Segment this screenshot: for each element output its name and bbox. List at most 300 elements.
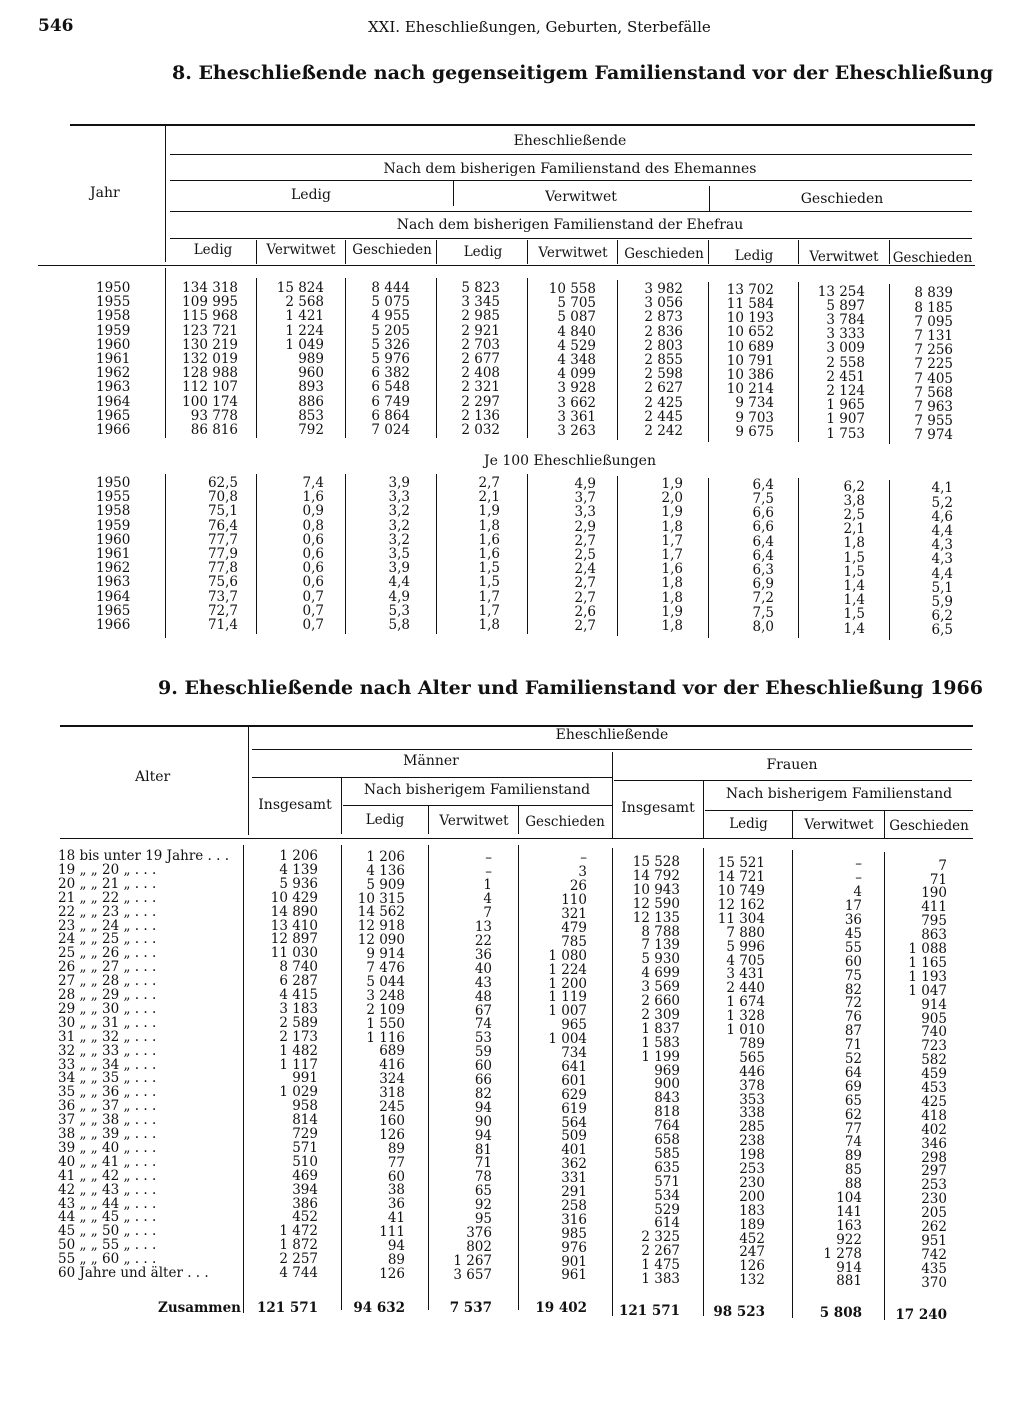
table8-cell: 2,7 [574,618,596,634]
table9-col-header: Ledig [729,816,768,832]
table9-cell: 67 [474,1002,492,1019]
table9-cell: 71 [929,871,947,888]
table8-cell: 4,6 [931,508,953,525]
table9-cell: 5 936 [279,875,318,892]
table8-cell: 6 749 [371,393,410,410]
table8-cell: 1,7 [661,547,683,563]
table9-age-label: 32 „ „ 33 „ . . . [58,1042,157,1059]
table8-cell: 5 823 [461,280,500,296]
table9-cell: 1 117 [279,1056,318,1073]
table8-cell: 2 451 [826,368,865,385]
table8-cell: 2,4 [574,561,596,578]
table8-group-ledig: Ledig [291,187,331,203]
table9-cell: 36 [844,912,862,928]
table9-cell: 8 788 [641,923,680,940]
table9-cell: 571 [654,1173,680,1190]
table8-col-header: Verwitwet [809,249,879,265]
table8-cell: 5,3 [388,602,410,619]
table9-cell: 258 [561,1197,587,1214]
table9-cell: 12 897 [270,931,318,948]
table8-cell: 2 803 [644,337,683,354]
table9-cell: 163 [836,1217,862,1234]
table8-cell: 6,5 [931,622,953,639]
table9-cell: 253 [921,1177,947,1194]
table9-cell: 88 [844,1176,862,1193]
table8-cell: 3,2 [388,517,410,534]
table9-cell: 814 [292,1112,318,1129]
table9-cell: 6 287 [279,973,318,990]
table8-cell: 7 095 [914,313,953,330]
table8-cell: 4,3 [931,551,953,568]
table9-cell: 740 [921,1024,947,1041]
table9-age-label: 43 „ „ 44 „ . . . [58,1195,157,1212]
table9-cell: 15 521 [717,855,765,872]
table9-cell: 789 [739,1035,765,1052]
table8-cell: 6,4 [752,476,774,493]
table9-age-label: 20 „ „ 21 „ . . . [58,875,157,892]
table9-cell: 10 943 [632,881,680,898]
table9-cell: 78 [474,1169,492,1186]
table9-cell: 5 930 [641,951,680,968]
table8-group-verwitwet: Verwitwet [545,189,617,205]
table9-cell: 452 [739,1230,765,1247]
table9-cell: 1 [483,877,492,894]
table8-cell: 6,6 [752,505,774,522]
table9-cell: 3 569 [641,979,680,996]
table9-men-status-header: Nach bisherigem Familienstand [363,782,591,798]
table8-cell: 4 099 [557,366,596,383]
table9-cell: 571 [292,1139,318,1156]
table9-cell: 1 583 [641,1034,680,1051]
table8-cell: 5 075 [371,294,410,311]
table9-cell: 446 [739,1063,765,1080]
table9-cell: 1 383 [641,1271,680,1287]
table9-cell: 245 [379,1099,405,1115]
table8-year: 1963 [96,574,131,591]
table8-cell: 2 445 [644,408,683,425]
table9-cell: 1 088 [908,941,947,957]
table9-cell: 7 880 [726,924,765,941]
table9-cell: 411 [921,899,947,916]
table9-cell: 69 [844,1078,862,1095]
table9-cell: 2 589 [279,1014,318,1031]
table8-cell: 8,0 [752,618,774,635]
table9-cell: 1 200 [548,975,587,992]
table9-cell: 378 [739,1077,765,1094]
table9-title: 9. Eheschließende nach Alter und Familienstand vor der Eheschließung 1966 [158,677,983,699]
table9-age-label: 18 bis unter 19 Jahre . . . [58,848,230,864]
table8-cell: 7 225 [914,356,953,373]
table9-cell: 14 721 [717,869,765,886]
table9-cell: 764 [654,1118,680,1135]
table8-cell: 3 009 [826,340,865,357]
table9-cell: 8 740 [279,959,318,976]
table8-cell: 4,3 [931,537,953,554]
table8-cell: 5,9 [931,594,953,610]
table9-cell: 14 792 [632,867,680,884]
table9-cell: 641 [561,1058,587,1075]
table8-cell: 3 662 [557,394,596,411]
table9-cell: 94 [474,1099,492,1116]
table8-cell: 1,9 [661,603,683,620]
table8-cell: 8 839 [914,285,953,302]
table9-cell: 5 909 [366,876,405,893]
table9-cell: 922 [836,1231,862,1248]
table9-total-cell: 94 632 [353,1300,405,1316]
table9-cell: 13 410 [270,917,318,934]
table8-cell: 112 107 [182,379,238,396]
table8-cell: 1,9 [661,476,683,492]
table8-cell: 2 124 [826,383,865,399]
table8-cell: 10 193 [726,310,774,327]
table9-cell: 338 [739,1105,765,1122]
table9-cell: 785 [561,933,587,950]
table8-cell: 15 824 [276,280,324,296]
table9-cell: 7 139 [641,937,680,954]
table9-cell: 238 [739,1133,765,1150]
table8-cell: 2 836 [644,323,683,340]
table9-cell: 14 890 [270,903,318,920]
table8-cell: 1,8 [843,535,865,552]
table9-cell: 5 996 [726,938,765,955]
table8-cell: 7 256 [914,342,953,359]
table8-cell: 9 703 [735,409,774,426]
table9-cell: 4 705 [726,952,765,969]
table8-year: 1950 [96,475,131,491]
table9-cell: 76 [844,1009,862,1026]
table9-cell: 183 [739,1202,765,1219]
table8-col-header: Ledig [734,248,774,264]
table9-cell: 346 [921,1135,947,1152]
table8-cell: 3,9 [388,560,410,577]
table9-cell: 15 528 [632,854,680,870]
table9-cell: 10 749 [717,883,765,899]
table8-cell: 3,5 [388,546,410,562]
table8-cell: 2,7 [574,589,596,606]
table9-cell: 11 304 [717,910,765,927]
table9-cell: 72 [844,995,862,1012]
table9-cell: 4 [853,884,862,901]
table8-cell: 989 [298,351,324,367]
table9-cell: 126 [379,1265,405,1282]
table8-cell: 1,7 [478,602,500,619]
table9-cell: 881 [836,1273,862,1290]
table8-cell: 3,2 [388,503,410,520]
table9-cell: 1 007 [548,1003,587,1020]
table8-cell: 2 703 [461,336,500,353]
table9-cell: 38 [387,1182,405,1199]
table9-cell: 3 657 [453,1266,492,1283]
table8-cell: 0,7 [302,588,324,605]
table8-cell: 8 185 [914,299,953,316]
table9-cell: 4 699 [641,965,680,982]
table8-cell: 0,6 [302,531,324,548]
table9-cell: 291 [561,1184,587,1200]
table8-cell: 5 205 [371,322,410,339]
table8-cell: 4,9 [388,588,410,605]
table8-cell: 2,1 [843,521,865,538]
table9-age-label: 33 „ „ 34 „ . . . [58,1056,157,1073]
table9-cell: 321 [561,906,587,922]
table8-cell: 5,8 [388,617,410,633]
table8-year: 1961 [96,351,131,367]
table9-cell: 1 116 [366,1029,405,1046]
table8-cell: 2,7 [574,575,596,592]
table8-cell: 1,5 [843,549,865,566]
table8-cell: 3,3 [388,489,410,506]
table8-cell: 2 297 [461,393,500,410]
table8-cell: 6,6 [752,519,774,536]
table9-cell: 110 [561,892,587,909]
table9-cell: 74 [844,1134,862,1151]
table8-cell: 6,2 [931,608,953,625]
table8-cell: 3,7 [574,490,596,507]
table9-cell: 459 [921,1066,947,1083]
table9-cell: 126 [739,1258,765,1275]
table9-cell: 324 [379,1071,405,1088]
table8-cell: 13 254 [817,283,865,300]
table9-cell: 66 [474,1072,492,1088]
table8-col-header: Ledig [463,244,503,260]
table9-cell: 205 [921,1205,947,1222]
table9-cell: 71 [844,1037,862,1054]
table8-cell: 6,9 [752,576,774,593]
table9-age-label: 41 „ „ 42 „ . . . [58,1167,157,1184]
table9-cell: 2 257 [279,1251,318,1268]
table9-col-header: Geschieden [889,818,969,834]
table8-cell: 4 840 [557,323,596,340]
table8-cell: 792 [298,422,324,438]
table9-cell: 723 [921,1038,947,1055]
table9-cell: 90 [474,1113,492,1130]
table9-cell: 36 [474,946,492,963]
table8-cell: 2 627 [644,380,683,397]
table9-cell: 905 [921,1010,947,1027]
table9-cell: 1 472 [279,1223,318,1240]
table8-cell: 6 382 [371,365,410,382]
table9-cell: 11 030 [270,945,318,962]
table9-cell: 1 278 [823,1245,862,1262]
table9-cell: 401 [561,1142,587,1159]
table8-cell: 115 968 [182,308,238,325]
table8-cell: 3 982 [644,281,683,297]
table9-cell: 126 [379,1126,405,1143]
table9-cell: 160 [379,1112,405,1129]
table9-age-label: 45 „ „ 50 „ . . . [58,1223,157,1240]
table8-cell: 1,5 [843,606,865,623]
table9-cell: 247 [739,1244,765,1261]
table8-year: 1964 [96,393,131,410]
table8-cell: 7 955 [914,413,953,430]
table8-cell: 1,8 [478,517,500,534]
table9-cell: 9 914 [366,946,405,963]
table8-cell: 4 955 [371,308,410,325]
table9-cell: 4 139 [279,861,318,878]
table9-women-total-header: Insgesamt [621,800,695,816]
table9-cell: 41 [387,1210,405,1227]
table8-cell: 1,6 [478,546,500,562]
table9-total-cell: 121 571 [256,1300,318,1316]
table8-cell: 4,1 [931,480,953,497]
table8-cell: 1,6 [661,561,683,578]
table9-age-label: 38 „ „ 39 „ . . . [58,1126,157,1142]
table8-cell: 2,7 [478,475,500,491]
table9-men-header: Männer [403,753,459,769]
table8-cell: 2 558 [826,354,865,371]
table9-age-label: 60 Jahre und älter . . . [58,1265,209,1281]
table8-cell: 5,2 [931,494,953,511]
table9-cell: 353 [739,1091,765,1108]
table8-cell: 72,7 [207,602,238,619]
table8-cell: 10 214 [726,381,774,398]
table8-cell: 6,4 [752,533,774,550]
table9-cell: – [855,870,862,887]
table8-cell: 100 174 [182,393,238,410]
table9-cell: 4 744 [279,1265,318,1281]
table9-age-label: 40 „ „ 41 „ . . . [58,1153,157,1170]
table8-cell: 2 677 [461,351,500,367]
table8-cell: 7,2 [752,590,774,607]
table9-cell: 5 044 [366,973,405,990]
table9-cell: 469 [292,1167,318,1184]
table9-cell: 262 [921,1219,947,1235]
table9-cell: 82 [474,1085,492,1102]
table9-cell: 362 [561,1156,587,1173]
table8-year: 1963 [96,379,131,396]
table9-cell: 253 [739,1161,765,1177]
table9-cell: 74 [474,1016,492,1033]
table8-header-top: Eheschließende [513,133,627,149]
table9-cell: 1 267 [453,1252,492,1269]
table9-cell: 77 [387,1154,405,1171]
table9-cell: 985 [561,1225,587,1242]
table9-cell: 582 [921,1052,947,1069]
table9-cell: 2 309 [641,1006,680,1023]
table8-cell: 1,8 [661,518,683,535]
table8-cell: 1 965 [826,397,865,414]
table8-cell: 86 816 [190,422,238,438]
table9-cell: 36 [387,1196,405,1213]
table8-cell: 2 568 [285,294,324,311]
table8-cell: 1 224 [285,322,324,339]
table8-cell: 4,4 [931,523,953,539]
table8-col-header: Verwitwet [538,245,608,261]
table9-cell: 14 562 [357,904,405,921]
table9-age-label: 29 „ „ 30 „ . . . [58,1000,157,1017]
table8-cell: 10 791 [726,352,774,369]
table9-cell: 958 [292,1098,318,1115]
running-title: XXI. Eheschließungen, Geburten, Sterbefälle [368,18,711,36]
table9-cell: 285 [739,1119,765,1136]
table9-age-label: 36 „ „ 37 „ . . . [58,1098,157,1115]
table9-header-top: Eheschließende [555,727,669,743]
table8-cell: 2 408 [461,365,500,382]
table9-cell: 1 029 [279,1084,318,1101]
table8-cell: 6,2 [843,478,865,495]
table9-cell: 689 [379,1043,405,1060]
table9-cell: 60 [387,1168,405,1185]
table9-cell: 4 [483,891,492,908]
table9-cell: 1 206 [366,848,405,865]
table9-cell: 65 [474,1183,492,1200]
table9-cell: 951 [921,1232,947,1249]
table8-cell: 2,7 [574,532,596,549]
table9-age-label: 24 „ „ 25 „ . . . [58,931,157,948]
table8-cell: 10 386 [726,367,774,383]
table8-cell: 2 032 [461,422,500,438]
table9-cell: 75 [844,967,862,984]
table8-cell: 4,4 [388,574,410,591]
table8-cell: 3 784 [826,312,865,328]
table9-cell: 425 [921,1093,947,1110]
table8-cell: 6 548 [371,379,410,396]
table9-cell: 453 [921,1080,947,1096]
table9-age-label: 25 „ „ 26 „ . . . [58,945,157,962]
table8-cell: 1,6 [478,531,500,548]
table8-cell: 6,4 [752,547,774,564]
table9-age-label: 21 „ „ 22 „ . . . [58,889,157,906]
table8-cell: 8 444 [371,280,410,296]
table8-year: 1966 [96,422,131,438]
table8-cell: 134 318 [182,280,238,296]
table8-cell: 4,4 [931,565,953,582]
table9-cell: 386 [292,1195,318,1212]
table9-cell: 12 135 [632,909,680,926]
table8-cell: 77,9 [207,546,238,562]
table9-cell: 22 [474,933,492,949]
table9-cell: 82 [844,981,862,998]
table9-age-label: 50 „ „ 55 „ . . . [58,1237,157,1254]
table8-cell: 6 864 [371,407,410,424]
table9-total-cell: 5 808 [819,1305,862,1322]
table9-cell: 1 119 [548,989,587,1006]
table8-cell: 2,1 [478,489,500,506]
table8-cell: 5 897 [826,297,865,314]
table9-cell: 435 [921,1260,947,1277]
table8-col-header: Ledig [193,242,233,258]
table9-cell: 81 [474,1141,492,1158]
table9-cell: 198 [739,1147,765,1164]
table8-cell: 75,1 [207,503,238,520]
table8-cell: 5 976 [371,351,410,367]
table9-cell: 60 [474,1058,492,1075]
table9-cell: 85 [844,1162,862,1179]
table8-cell: 1,4 [843,578,865,594]
table8-group-geschieden: Geschieden [800,191,884,207]
table9-cell: 969 [654,1062,680,1079]
table9-cell: 200 [739,1188,765,1205]
table8-cell: 3,8 [843,492,865,509]
table8-col-header: Geschieden [352,242,432,258]
table8-year: 1958 [96,503,131,520]
table9-cell: 1 010 [726,1022,765,1038]
table8-cell: 1 753 [826,425,865,442]
table8-cell: 123 721 [182,322,238,339]
table9-cell: 60 [844,953,862,970]
table8-cell: 77,8 [207,560,238,577]
table9-cell: 141 [836,1203,862,1220]
table8-cell: 7 568 [914,384,953,401]
table9-cell: 331 [561,1170,587,1187]
table8-stub-header: Jahr [90,185,120,201]
table8-cell: 2 873 [644,309,683,326]
table9-cell: 2 173 [279,1028,318,1045]
table9-cell: 318 [379,1085,405,1102]
table8-cell: 3 361 [557,408,596,425]
table8-cell: 6,3 [752,562,774,578]
table9-total-cell: 121 571 [618,1303,680,1319]
table8-header-husband: Nach dem bisherigen Familienstand des Ehemannes [383,161,757,177]
